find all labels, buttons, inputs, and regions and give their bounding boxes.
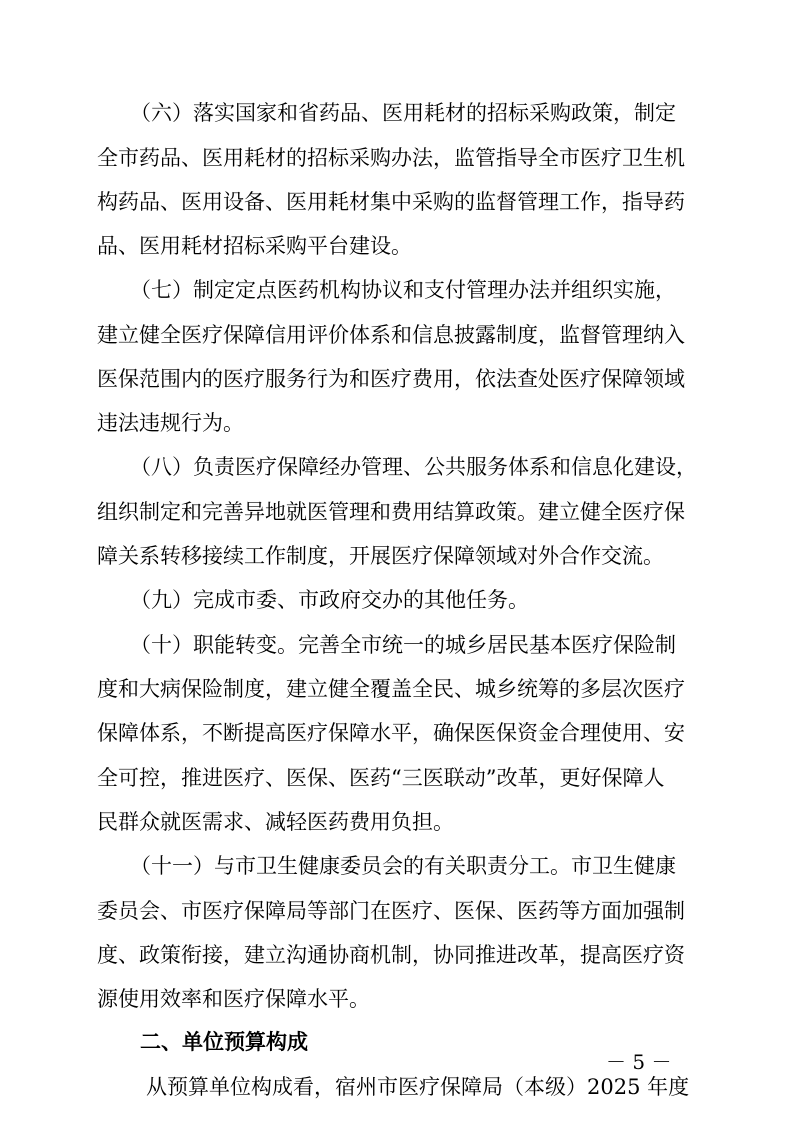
text-line: 度和大病保险制度，建立健全覆盖全民、城乡统筹的多层次医疗 (97, 677, 685, 701)
text-line: 违法违规行为。 (97, 411, 244, 435)
text-line: 保障体系，不断提高医疗保障水平，确保医保资金合理使用、安 (97, 721, 685, 745)
text-line: 源使用效率和医疗保障水平。 (97, 987, 370, 1011)
text-line: （十一）与市卫生健康委员会的有关职责分工。市卫生健康 (130, 854, 676, 878)
text-line: 全可控，推进医疗、医保、医药“三医联动”改革，更好保障人 (97, 766, 665, 790)
text-line: 民群众就医需求、减轻医药费用负担。 (97, 810, 454, 834)
text-line: （十）职能转变。完善全市统一的城乡居民基本医疗保险制 (130, 633, 676, 657)
text-line: （七）制定定点医药机构协议和支付管理办法并组织实施， (130, 278, 676, 302)
text-line: 建立健全医疗保障信用评价体系和信息披露制度，监督管理纳入 (97, 323, 685, 347)
text-line: 障关系转移接续工作制度，开展医疗保障领域对外合作交流。 (97, 544, 664, 568)
text-line: 全市药品、医用耗材的招标采购办法，监管指导全市医疗卫生机 (97, 146, 685, 170)
text-line: 委员会、市医疗保障局等部门在医疗、医保、医药等方面加强制 (97, 899, 685, 923)
page-number: － 5 － (606, 1050, 672, 1074)
text-line: （九）完成市委、市政府交办的其他任务。 (130, 588, 529, 612)
text-line: 组织制定和完善异地就医管理和费用结算政策。建立健全医疗保 (97, 500, 685, 524)
text-line: 构药品、医用设备、医用耗材集中采购的监督管理工作，指导药 (97, 190, 685, 214)
text-line: 品、医用耗材招标采购平台建设。 (97, 234, 412, 258)
text-line: 度、政策衔接，建立沟通协商机制，协同推进改革，提高医疗资 (97, 943, 685, 967)
text-line: （六）落实国家和省药品、医用耗材的招标采购政策，制定 (130, 101, 676, 125)
text-line: 医保范围内的医疗服务行为和医疗费用，依法查处医疗保障领域 (97, 367, 685, 391)
text-line: （八）负责医疗保障经办管理、公共服务体系和信息化建设， (130, 455, 697, 479)
section-heading: 二、单位预算构成 (140, 1030, 308, 1054)
text-line: 从预算单位构成看，宿州市医疗保障局（本级）2025 年度 (146, 1075, 690, 1099)
